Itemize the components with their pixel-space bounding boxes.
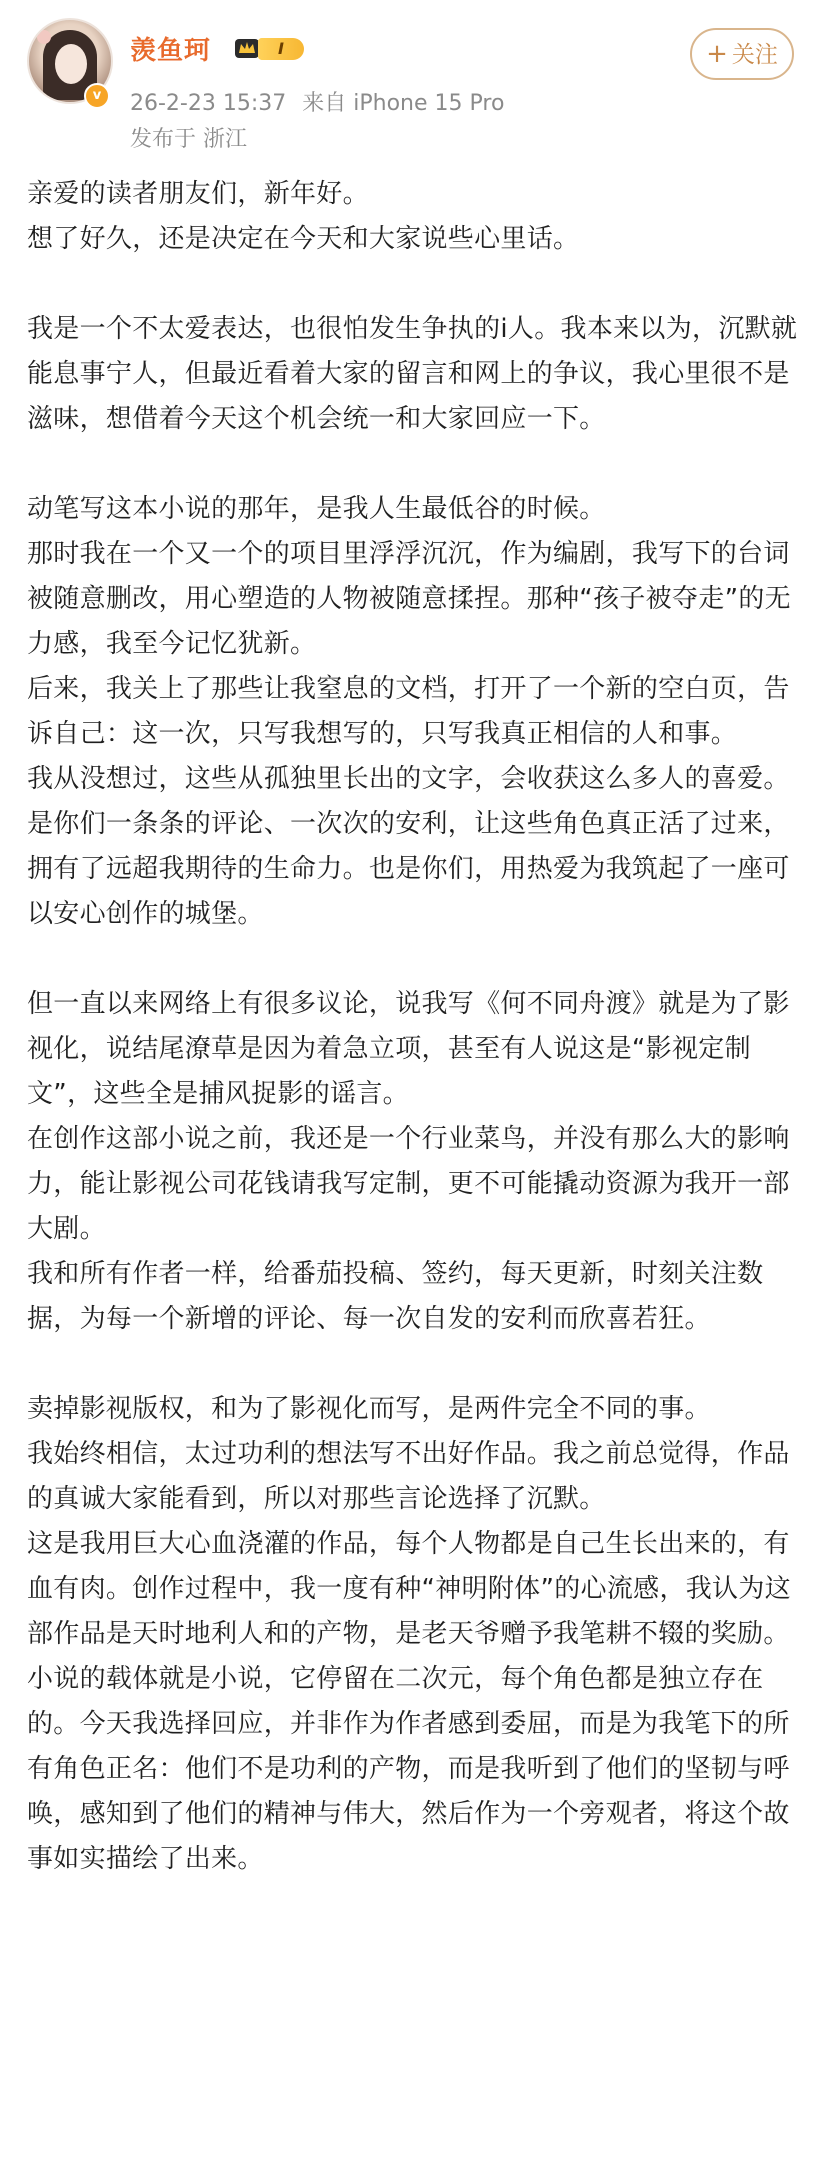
post-paragraph: 动笔写这本小说的那年，是我人生最低谷的时候。 那时我在一个又一个的项目里浮浮沉沉，作为编剧，我写下的台词被随意删改，用心塑造的人物被随意揉捏。那种“孩子被夺走”的无力感，我至今记忆犹新。 后来，我关上了那些让我窒息的文档，打开了一个新的空白页，告诉自己：这一次，只写我想写的，只写我真正相信的人和事。 我从没想过，这些从孤独里长出的文字，会收获这么多人的喜爱。 是你们一条条的评论、一次次的安利，让这些角色真正活了过来，拥有了远超我期待的生命力。也是你们，用热爱为我筑起了一座可以安心创作的城堡。 — [27, 494, 791, 929]
post-paragraph: 我是一个不太爱表达，也很怕发生争执的i人。我本来以为，沉默就能息事宁人，但最近看着大家的留言和网上的争议，我心里很不是滋味，想借着今天这个机会统一和大家回应一下。 — [27, 314, 798, 434]
post-location: 发布于 浙江 — [130, 127, 247, 152]
level-badge: I — [258, 38, 304, 60]
crown-icon — [234, 36, 260, 60]
author-name[interactable]: 羡鱼珂 — [130, 36, 212, 66]
post-header — [0, 0, 816, 160]
paragraph-gap — [27, 442, 799, 487]
follow-button[interactable] — [690, 28, 794, 80]
avatar-flower — [37, 30, 51, 44]
v-badge-icon: v — [84, 83, 110, 109]
paragraph-gap — [27, 937, 799, 982]
post-paragraph: 卖掉影视版权，和为了影视化而写，是两件完全不同的事。 我始终相信，太过功利的想法写不出好作品。我之前总觉得，作品的真诚大家能看到，所以对那些言论选择了沉默。 这是我用巨大心血浇灌的作品，每个人物都是自己生长出来的，有血有肉。创作过程中，我一度有种“神明附体”的心流感，我认为这部作品是天时地利人和的产物，是老天爷赠予我笔耕不辍的奖励。 小说的载体就是小说，它停留在二次元，每个角色都是独立存在的。今天我选择回应，并非作为作者感到委屈，而是为我笔下的所有角色正名：他们不是功利的产物，而是我听到了他们的坚韧与呼唤，感知到了他们的精神与伟大，然后作为一个旁观者，将这个故事如实描绘了出来。 — [27, 1394, 791, 1874]
follow-label: 关注 — [731, 42, 778, 68]
post-meta — [130, 86, 520, 117]
paragraph-gap — [27, 1342, 799, 1387]
post-paragraph: 亲爱的读者朋友们，新年好。 想了好久，还是决定在今天和大家说些心里话。 — [27, 179, 580, 254]
plus-icon: + — [706, 39, 728, 69]
post-body — [27, 172, 799, 1882]
post-paragraph: 但一直以来网络上有很多议论，说我写《何不同舟渡》就是为了影视化，说结尾潦草是因为着急立项，甚至有人说这是“影视定制文”，这些全是捕风捉影的谣言。 在创作这部小说之前，我还是一个行业菜鸟，并没有那么大的影响力，能让影视公司花钱请我写定制，更不可能撬动资源为我开一部大剧。 我和所有作者一样，给番茄投稿、签约，每天更新，时刻关注数据，为每一个新增的评论、每一次自发的安利而欣喜若狂。 — [27, 989, 790, 1334]
post-time: 26-2-23 15:37 — [130, 91, 287, 116]
post-source: 来自 iPhone 15 Pro — [302, 91, 505, 116]
paragraph-gap — [27, 262, 799, 307]
avatar-face — [55, 44, 87, 84]
